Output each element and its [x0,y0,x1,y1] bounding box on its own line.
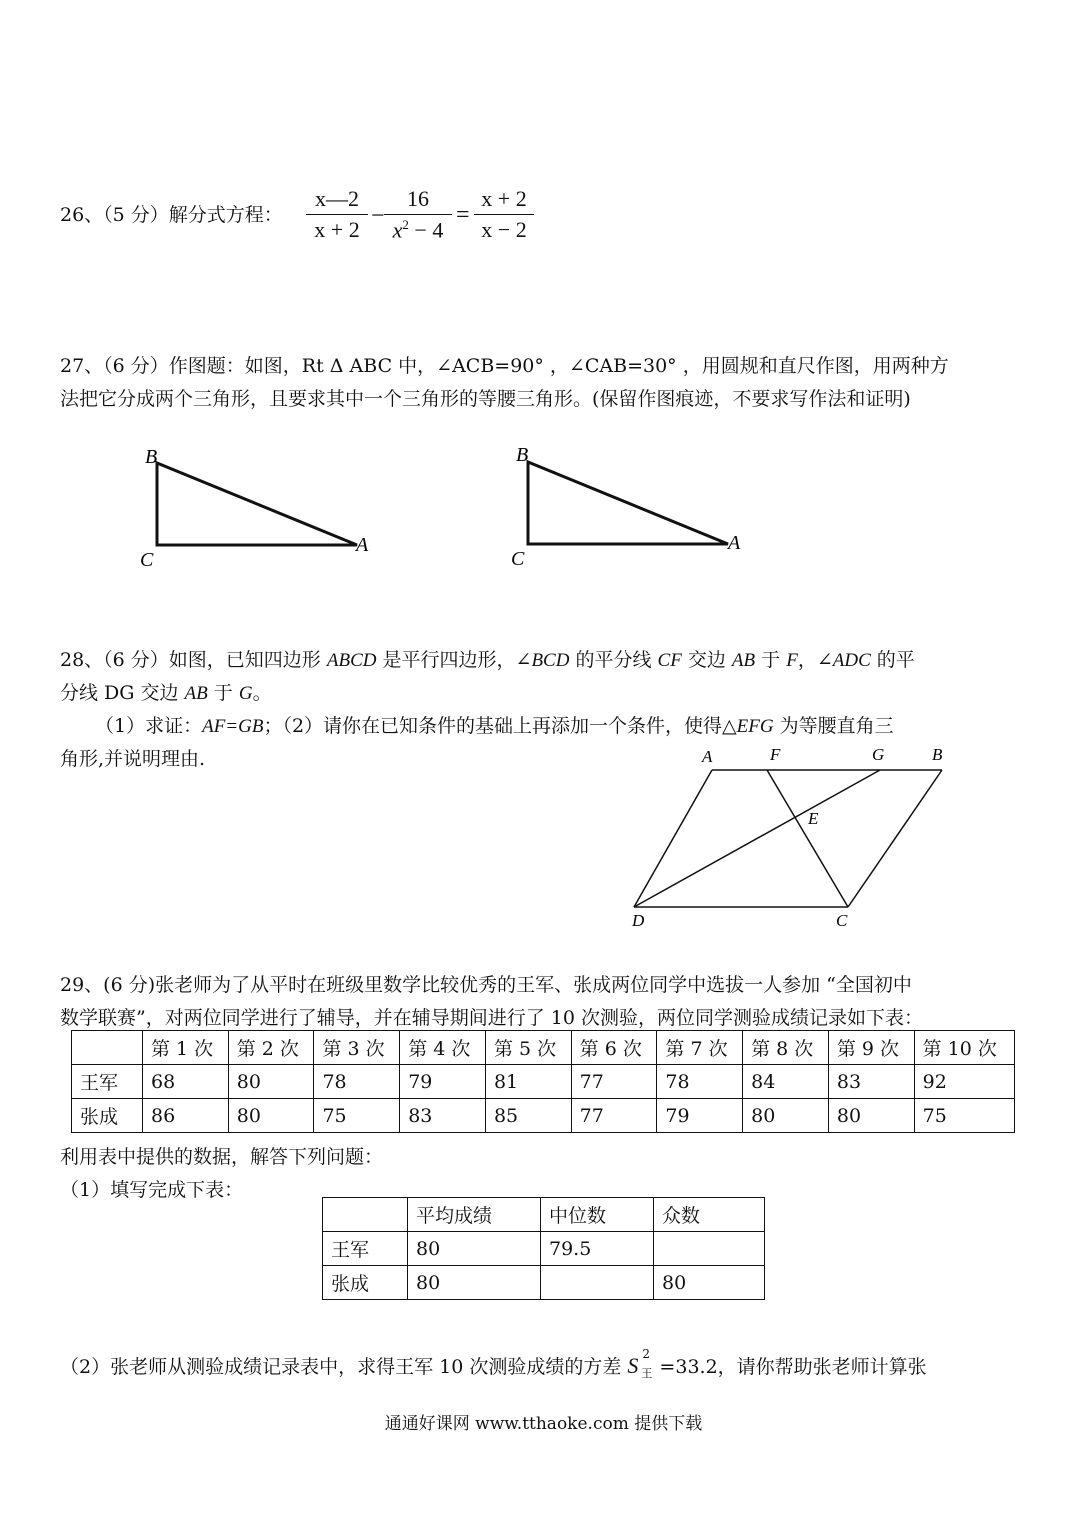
fraction-2 [384,186,452,243]
q29-after-table: 利用表中提供的数据，解答下列问题： [60,1146,384,1168]
triangle-2 [511,444,741,570]
table-cell: 80 [228,1065,314,1099]
fraction-2-tail: − 4 [408,217,444,243]
q29-part2-a: （2）张老师从测验成绩记录表中，求得王军 10 次测验成绩的方差 [60,1356,628,1378]
header-cell: 第 1 次 [143,1031,229,1065]
q28-line2-e: 。 [252,682,272,704]
q28-text-c: 是平行四边形，∠ [376,649,532,671]
q29-part-1: （1）填写完成下表： [60,1179,244,1201]
table-cell: 王军 [72,1065,143,1099]
q28-text-e: 的平分线 [569,649,658,671]
table-cell: 78 [314,1065,400,1099]
label-g: G [872,745,885,764]
q28-abcd: ABCD [326,650,377,671]
label-c: C [836,911,848,930]
stats-header-row [323,1198,765,1232]
page-footer: 通通好课网 www.tthaoke.com 提供下载 [384,1414,703,1434]
stats-cell: 80 [408,1232,541,1266]
triangle-1-label-a: A [356,534,369,556]
table-cell: 77 [571,1099,657,1133]
q27-line-2: 法把它分成两个三角形，且要求其中一个三角形的等腰三角形。(保留作图痕迹，不要求写作法和证明) [60,388,911,410]
fraction-2-var: x [392,217,403,243]
variance-symbol [627,1347,653,1380]
table-cell: 80 [743,1099,829,1133]
q28-line3-e: 为等腰直角三 [773,715,894,737]
header-cell: 第 8 次 [743,1031,829,1065]
q28-line3-afgb: AF=GB [202,716,264,737]
q29-part-2 [60,1347,927,1380]
fraction-1-denominator: x + 2 [314,217,360,242]
q28-line2-c: 于 [207,682,239,704]
table-cell: 75 [914,1099,1014,1133]
q28-adc: ADC [832,650,871,671]
q28-f: F [786,650,798,671]
q29-part2-b: =33.2，请你帮助张老师计算张 [653,1356,927,1378]
variance-sup: 2 [642,1347,651,1361]
header-cell: 第 10 次 [914,1031,1014,1065]
parallelogram-figure [600,740,970,940]
table-cell: 75 [314,1099,400,1133]
q28-ab: AB [731,650,756,671]
q29-line-1: 29、(6 分)张老师为了从平时在班级里数学比较优秀的王军、张成两位同学中选拔一人参加 “全国初中 [60,974,912,996]
table-cell: 79 [657,1099,743,1133]
fraction-2-denominator [384,215,452,243]
q28-line3-efg: EFG [736,716,774,737]
equals-sign: = [456,202,470,228]
label-b: B [932,745,943,764]
q26-text: 26、（5 分）解分式方程： [60,204,283,226]
table-cell: 85 [485,1099,571,1133]
triangle-2-label-b: B [516,444,529,466]
q28-bcd: BCD [531,650,570,671]
q28-line-3 [95,711,894,738]
scores-table [71,1030,1015,1133]
table-cell: 92 [914,1065,1014,1099]
table-cell: 83 [400,1099,486,1133]
q28-text-k: ，∠ [797,649,833,671]
label-a: A [702,747,713,766]
triangle-1-label-c: C [140,549,154,571]
header-cell: 第 3 次 [314,1031,400,1065]
fraction-1-numerator: x—2 [306,186,368,215]
q28-line3-a: （1）求证： [95,715,203,737]
stats-cell: 79.5 [541,1232,654,1266]
fraction-2-numerator: 16 [384,186,452,215]
stats-table [322,1197,765,1300]
header-cell [72,1031,143,1065]
q28-line-2 [60,678,272,705]
fraction-3 [474,186,534,243]
table-cell: 83 [828,1065,914,1099]
header-cell: 第 6 次 [571,1031,657,1065]
q28-cf: CF [657,650,682,671]
q27-triangles [0,430,1087,580]
header-cell: 第 7 次 [657,1031,743,1065]
table-cell: 80 [228,1099,314,1133]
label-f: F [770,745,781,764]
q28-text-a: 28、（6 分）如图，已知四边形 [60,649,327,671]
table-cell: 86 [143,1099,229,1133]
q28-text-i: 于 [755,649,787,671]
q29-line-2: 数学联赛”，对两位同学进行了辅导，并在辅导期间进行了 10 次测验，两位同学测验成绩记录如下表： [60,1007,923,1029]
table-row [72,1099,1015,1133]
table-cell: 张成 [72,1099,143,1133]
q28-text-m: 的平 [870,649,915,671]
stats-cell: 80 [654,1266,765,1300]
triangle-1 [140,446,369,571]
triangle-2-label-a: A [728,532,741,554]
fraction-3-denominator: x − 2 [481,217,527,242]
q28-line-1 [60,645,915,672]
label-e: E [808,809,819,828]
table-cell: 84 [743,1065,829,1099]
fraction-2-exponent: 2 [402,217,409,232]
q28-line3-c: ；（2）请你在已知条件的基础上再添加一个条件，使得△ [263,715,737,737]
stats-cell: 张成 [323,1266,408,1300]
side-ad [634,770,712,907]
q28-line2-g: G [238,683,253,704]
header-cell: 第 4 次 [400,1031,486,1065]
table-row [72,1065,1015,1099]
table-cell: 80 [828,1099,914,1133]
triangle-2-label-c: C [511,548,525,570]
variance-s: S [627,1353,639,1378]
q28-line2-ab: AB [184,683,208,704]
table-cell: 79 [400,1065,486,1099]
stats-cell: 80 [408,1266,541,1300]
table-cell: 78 [657,1065,743,1099]
stats-header-cell: 平均成绩 [408,1198,541,1232]
stats-row [323,1266,765,1300]
segment-dg [634,770,880,907]
stats-row [323,1232,765,1266]
variance-sub: 王 [641,1367,653,1380]
scores-header-row [72,1031,1015,1065]
table-cell: 77 [571,1065,657,1099]
q27-line-1: 27、（6 分）作图题：如图，Rt Δ ABC 中，∠ACB=90° ，∠CAB=30° ，用圆规和直尺作图，用两种方 [60,355,949,377]
q28-line-4: 角形,并说明理由. [60,748,206,770]
header-cell: 第 5 次 [485,1031,571,1065]
stats-header-cell: 众数 [654,1198,765,1232]
stats-header-cell [323,1198,408,1232]
side-bc [848,770,942,907]
triangle-1-label-b: B [145,446,158,468]
label-d: D [632,911,645,930]
fraction-1 [306,186,368,243]
stats-cell: 王军 [323,1232,408,1266]
header-cell: 第 2 次 [228,1031,314,1065]
q28-text-g: 交边 [681,649,732,671]
q28-line2-a: 分线 DG 交边 [60,682,185,704]
segment-cf [767,770,848,907]
stats-header-cell: 中位数 [541,1198,654,1232]
stats-cell-blank [541,1266,654,1300]
table-cell: 68 [143,1065,229,1099]
header-cell: 第 9 次 [828,1031,914,1065]
stats-cell-blank [654,1232,765,1266]
fraction-3-numerator: x + 2 [474,186,534,215]
minus-sign: − [371,203,385,229]
table-cell: 81 [485,1065,571,1099]
